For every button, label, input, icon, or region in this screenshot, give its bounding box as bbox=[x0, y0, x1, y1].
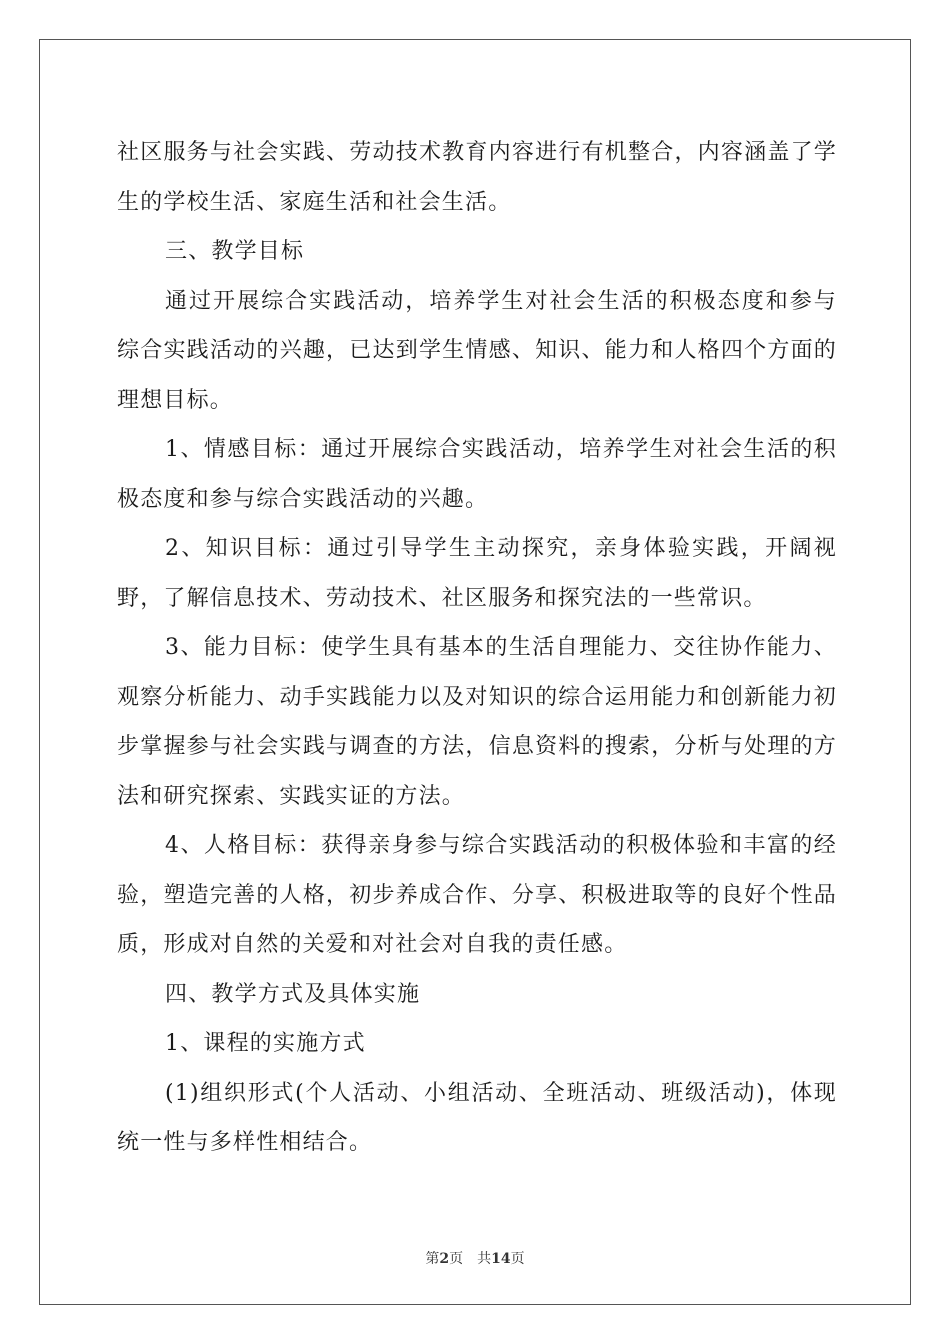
goal-personality: 4、人格目标：获得亲身参与综合实践活动的积极体验和丰富的经验，塑造完善的人格，初步养成合作、分享、积极进取等的良好个性品质，形成对自然的关爱和对社会对自我的责任感。 bbox=[117, 833, 837, 957]
paragraph-organization-form: (1)组织形式(个人活动、小组活动、全班活动、班级活动)，体现统一性与多样性相结合。 bbox=[117, 1080, 837, 1155]
total-pages: 14 bbox=[491, 1251, 511, 1267]
total-prefix: 共 bbox=[477, 1251, 492, 1267]
page-footer bbox=[0, 1248, 950, 1268]
goal-knowledge: 2、知识目标：通过引导学生主动探究，亲身体验实践，开阔视野，了解信息技术、劳动技术、社区服务和探究法的一些常识。 bbox=[117, 536, 837, 611]
subheading-course-implementation: 1、课程的实施方式 bbox=[165, 1031, 366, 1056]
page-number: 2 bbox=[439, 1251, 450, 1267]
paragraph-3: 通过开展综合实践活动，培养学生对社会生活的积极态度和参与综合实践活动的兴趣，已达到学生情感、知识、能力和人格四个方面的理想目标。 bbox=[117, 288, 837, 413]
section-heading-teaching-goals: 三、教学目标 bbox=[165, 239, 305, 264]
total-suffix: 页 bbox=[510, 1251, 525, 1267]
page-suffix: 页 bbox=[449, 1251, 464, 1267]
paragraph-1: 社区服务与社会实践、劳动技术教育内容进行有机整合，内容涵盖了学生的学校生活、家庭生活和社会生活。 bbox=[117, 140, 837, 215]
page-prefix: 第 bbox=[425, 1251, 440, 1267]
goal-emotion: 1、情感目标：通过开展综合实践活动，培养学生对社会生活的积极态度和参与综合实践活动的兴趣。 bbox=[117, 437, 837, 512]
section-heading-teaching-methods: 四、教学方式及具体实施 bbox=[165, 981, 421, 1007]
document-body bbox=[117, 128, 837, 1168]
goal-ability: 3、能力目标：使学生具有基本的生活自理能力、交往协作能力、观察分析能力、动手实践能力以及对知识的综合运用能力和创新能力初步掌握参与社会实践与调查的方法，信息资料的搜索，分析与处理的方法和研究探索、实践实证的方法。 bbox=[117, 635, 837, 809]
